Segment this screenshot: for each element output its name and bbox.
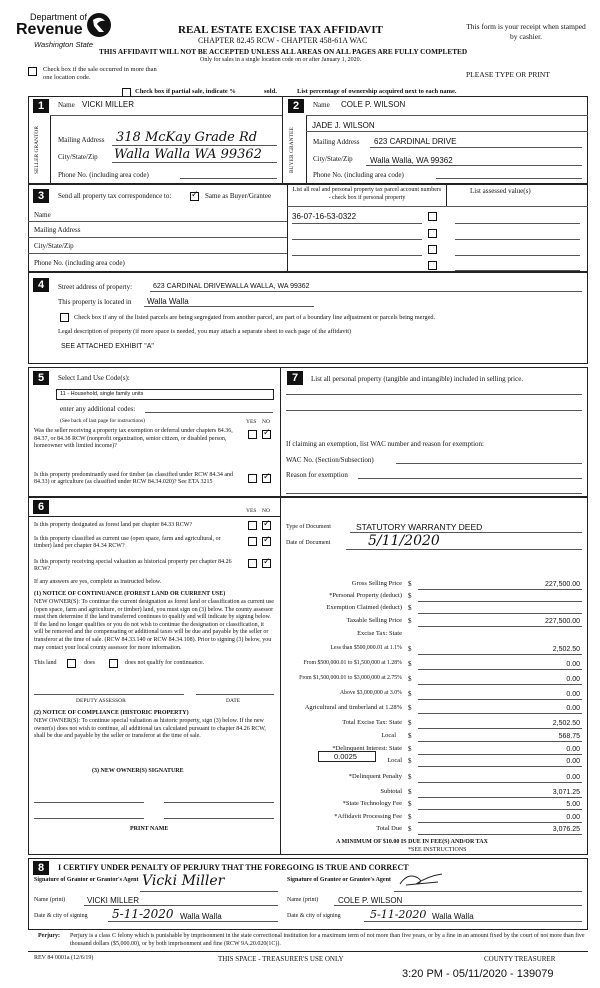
multi-location-label: Check box if the sale occurred in more than one location code. [43,66,157,81]
treasurer-use: THIS SPACE - TREASURER'S USE ONLY [218,955,344,963]
tax-row-value: 227,500.00 [544,581,580,588]
sec3-city-label: City/State/Zip [34,242,74,250]
certify-statement: I CERTIFY UNDER PENALTY OF PERJURY THAT THE FOREGOING IS TRUE AND CORRECT [58,863,409,872]
see-back-note: (See back of last page for instructions) [60,418,145,424]
tax-row-label: Exemption Claimed (deduct) [326,604,402,611]
tax-row-label: Above $3,000,000 at 3.0% [339,690,402,696]
grantee-name: COLE P. WILSON [338,896,403,905]
grantor-sig-label: Signature of Grantor or Grantor's Agent [34,877,139,883]
sec5-q2-no[interactable] [262,474,271,483]
section-3-badge: 3 [33,189,49,203]
tax-row-dollar: $ [408,732,412,740]
tax-row-label: Excise Tax: State [357,630,402,637]
grantor-name: VICKI MILLER [87,896,140,905]
doc-type-value: STATUTORY WARRANTY DEED [356,522,483,532]
tax-row-label: *Delinquent Interest: State [332,745,402,752]
seller-mail-label: Mailing Address [58,136,105,144]
deputy-assessor-label: DEPUTY ASSESSOR [76,698,126,704]
additional-codes-label: enter any additional codes: [60,405,136,413]
land-does-not-checkbox[interactable] [109,659,118,668]
tax-row-value: 568.75 [558,733,580,740]
sec6-q2: Is this property classified as current use (open space, farm and agricultural, or timber) land per chapter 84.34 RCW? [34,536,221,549]
land-use-label: Select Land Use Code(s): [58,374,130,382]
parcel-number: 36-07-16-53-0322 [292,212,357,221]
doc-date-value: 5/11/2020 [368,533,440,549]
sec6-q1: Is this property designated as forest land per chapter 84.33 RCW? [34,522,193,528]
parcel-header: List all real and personal property tax parcel account numbers - check box if personal property [292,187,442,201]
tax-row-label: Agricultural and timberland at 1.28% [304,704,402,711]
sec3-phone-label: Phone No. (including area code) [34,259,125,267]
tax-row-value: 0.00 [566,814,580,821]
buyer-mail-label: Mailing Address [313,138,360,146]
doc-type-label: Type of Document [286,524,331,530]
grantee-signature-icon [398,870,444,888]
grantee-sig-label: Signature of Grantee or Grantee's Agent [287,877,391,883]
seller-phone-label: Phone No. (including area code) [58,171,149,179]
segregated-checkbox[interactable] [60,313,69,322]
sec6-q3-no[interactable] [262,559,271,568]
tax-row-dollar: $ [408,757,412,765]
tax-row-dollar: $ [408,617,412,625]
tax-row-label: From $1,500,000.01 to $3,000,000 at 2.75% [299,675,402,681]
section-4-badge: 4 [33,278,49,292]
partial-sale-suffix: sold. [264,88,277,95]
multi-location-checkbox[interactable] [28,67,37,76]
grantee-name-label: Name (print) [287,897,319,903]
seller-side-label: SELLER GRANTOR [34,125,40,175]
same-as-buyer-label: Same as Buyer/Grantee [205,192,272,200]
exemption-label: If claiming an exemption, list WAC number and reason for exemption: [286,440,484,448]
personal-property-checkbox-2[interactable] [428,229,437,238]
sec6-q3-yes[interactable] [248,559,257,568]
local-rate: 0.0025 [334,752,357,761]
tax-row-value: 0.00 [566,691,580,698]
tax-row-label: Less than $500,000.01 at 1.1% [330,645,402,651]
tax-row-label: Total Due [376,825,402,832]
partial-sale-label: Check box if partial sale, indicate % [135,88,236,95]
notice-2-title: (2) NOTICE OF COMPLIANCE (HISTORIC PROPERTY) [34,710,189,716]
buyer-city: Walla Walla, WA 99362 [370,156,453,165]
personal-property-checkbox-1[interactable] [428,212,437,221]
tax-row-dollar: $ [408,719,412,727]
seller-name: VICKI MILLER [82,100,135,109]
sec6-no: NO [262,508,270,514]
tax-row-dollar: $ [408,660,412,668]
tax-row-label: Total Excise Tax: State [342,719,402,726]
receipt-note: This form is your receipt when stamped by cashier. [466,22,586,41]
reason-label: Reason for exemption [286,471,348,479]
tax-row-value: 0.00 [566,676,580,683]
grantor-date-label: Date & city of signing [34,913,88,919]
tax-row-value: 5.00 [566,801,580,808]
form-warning: THIS AFFIDAVIT WILL NOT BE ACCEPTED UNLESS ALL AREAS ON ALL PAGES ARE FULLY COMPLETED [99,47,468,56]
personal-property-checkbox-4[interactable] [428,261,437,270]
tax-row-dollar: $ [408,675,412,683]
tax-row-value: 0.00 [566,661,580,668]
tax-row-label: Subtotal [380,788,402,795]
tax-row-label: *Affidavit Processing Fee [334,813,402,820]
land-does-not-label: does not qualify for continuance. [125,660,205,666]
sec5-q2-yes[interactable] [248,474,257,483]
tax-row-value: 2,502.50 [552,646,580,653]
tax-row-value: 3,071.25 [552,789,580,796]
tax-row-label: *Personal Property (deduct) [329,592,402,599]
print-name-label: PRINT NAME [130,826,169,832]
located-value: Walla Walla [147,297,189,306]
tax-row-dollar: $ [408,800,412,808]
grantor-city: Walla Walla [180,912,222,921]
tax-row-value: 0.00 [566,705,580,712]
tax-row-value: 227,500.00 [544,618,580,625]
only-for-note: Only for sales in a single location code on or after January 1, 2020. [200,57,362,63]
dor-logo-icon [86,12,112,38]
grantor-date: 5-11-2020 [112,907,174,921]
grantee-city: Walla Walla [432,912,474,921]
segregated-label: Check box if any of the listed parcels are being segregated from another parcel, are part of a boundary line adjustment or parcels being merged. [74,314,436,321]
form-title: REAL ESTATE EXCISE TAX AFFIDAVIT [178,24,383,36]
sec5-q1-no[interactable] [262,430,271,439]
notice-3-title: (3) NEW OWNER(S) SIGNATURE [92,768,184,774]
cashier-stamp: 3:20 PM - 05/11/2020 - 139079 [402,968,554,980]
tax-row-label: Taxable Selling Price [346,617,402,624]
tax-row-value: 0.00 [566,774,580,781]
personal-property-label: List all personal property (tangible and intangible) included in selling price. [311,375,524,383]
dept-name: Revenue [16,21,83,38]
tax-row-dollar: $ [408,645,412,653]
exhibit-note: SEE ATTACHED EXHIBIT "A" [61,343,154,350]
see-instructions: *SEE INSTRUCTIONS [408,847,467,853]
buyer-phone-label: Phone No. (including area code) [313,171,404,179]
tax-row-label: Local [381,732,396,739]
sec3-mail-label: Mailing Address [34,226,81,234]
notice-2-body: NEW OWNER(S): To continue special valuation as historic property, sign (3) below. If the new owner(s) does not wish to continue, all additional tax calculated pursuant to chapter 84.26 RCW, shall be due and payable by the seller or transferor at the time of sale. [34,718,266,740]
tax-row-dollar: $ [408,825,412,833]
buyer-name-1: COLE P. WILSON [341,100,406,109]
sec5-no: NO [262,419,270,425]
tax-row-dollar: $ [408,690,412,698]
this-land-label: This land [34,660,57,666]
notice-1-title: (1) NOTICE OF CONTINUANCE (FOREST LAND OR CURRENT USE) [34,591,226,597]
tax-row-value: 0.00 [566,758,580,765]
send-correspondence-label: Send all property tax correspondence to: [58,192,172,200]
perjury-text: Perjury is a class C felony which is punishable by imprisonment in the state correctional institution for a maximum term of not more than five years, or by a fine in an amount fixed by the court of not more than five thousand dollars ($5,000.00), or by both imprisonment and fine (RCW 9A.20.020(1C)). [70,933,585,947]
sec6-q3: Is this property receiving special valuation as historical property per chapter 84.26 RCW? [34,559,232,572]
doc-date-label: Date of Document [286,540,331,546]
grantor-signature: Vicki Miller [142,873,225,889]
tax-row-value: 2,502.50 [552,720,580,727]
personal-property-checkbox-3[interactable] [428,245,437,254]
sec6-yes: YES [246,508,257,514]
tax-row-value: 3,076.25 [552,826,580,833]
print-note: PLEASE TYPE OR PRINT [466,70,550,79]
buyer-mail: 623 CARDINAL DRIVE [374,137,457,146]
form-chapter: CHAPTER 82.45 RCW - CHAPTER 458-61A WAC [198,36,368,45]
buyer-side-label: BUYER GRANTEE [289,127,295,173]
tax-row-dollar: $ [408,813,412,821]
tax-row-dollar: $ [408,745,412,753]
sec6-q2-no[interactable] [262,537,271,546]
tax-row-label: Gross Selling Price [351,580,402,587]
sec5-yes: YES [246,419,257,425]
sec3-name-label: Name [34,211,51,219]
assessed-header: List assessed value(s) [470,187,531,195]
grantee-date: 5-11-2020 [370,908,427,921]
same-as-buyer-checkbox[interactable] [190,192,199,201]
sec5-q1: Was the seller receiving a property tax exemption or deferral under chapters 84.36, 84.37, or 84.38 RCW (nonprofit organization, senior citizen, or disabled person, homeowner with limited income)? [34,428,233,449]
section-1-badge: 1 [33,99,49,113]
legal-label: Legal description of property (if more space is needed, you may attach a separate sheet to each page of the affidavit) [58,328,352,335]
tax-row-label: From $500,000.01 to $1,500,000 at 1.28% [303,660,402,666]
revision-code: REV 84 0001a (12/6/19) [34,955,94,961]
perjury-label: Perjury: [38,933,60,939]
sec5-q1-yes[interactable] [248,430,257,439]
located-label: This property is located in [58,298,132,306]
land-use-value: 11 - Household, single family units [60,391,144,397]
street-label: Street address of property: [58,283,133,291]
sec6-q2-yes[interactable] [248,537,257,546]
section-5-badge: 5 [33,371,49,385]
wac-label: WAC No. (Section/Subsection) [286,456,374,464]
buyer-name-2: JADE J. WILSON [312,121,375,130]
tax-row-dollar: $ [408,788,412,796]
notice-1-body: NEW OWNER(S): To continue the current designation as forest land or classification as current use (open space, farm and agriculture, or timber) land, you must sign on (3) below. The county assessor must then determine if the land transferred continues to qualify and will indicate by signing below. If the land no longer qualifies or you do not wish to continue the designation or classification, it will be removed and the compensating or additional taxes will be due and payable by the seller or transferor at the time of sale. (RCW 84.33.140 or RCW 84.34.108). Prior to signing (3) below, you may contact your local county assessor for more information. [34,599,274,651]
dept-line: Department of [30,12,88,22]
tax-row-dollar: $ [408,604,412,612]
section-8-badge: 8 [33,861,49,875]
section-2-badge: 2 [288,99,304,113]
buyer-city-label: City/State/Zip [313,155,353,163]
land-does-checkbox[interactable] [67,659,76,668]
street-address: 623 CARDINAL DRIVEWALLA WALLA, WA 99362 [153,283,310,290]
grantee-date-label: Date & city of signing [287,913,341,919]
county-treasurer: COUNTY TREASURER [484,955,556,963]
tax-row-label: Local [387,757,402,764]
tax-row-dollar: $ [408,773,412,781]
land-does-label: does [84,660,95,666]
if-yes-note: If any answers are yes, complete as instructed below. [34,579,162,585]
tax-row-dollar: $ [408,580,412,588]
tax-row-dollar: $ [408,592,412,600]
grantor-name-label: Name (print) [34,897,66,903]
minimum-note: A MINIMUM OF $10.00 IS DUE IN FEE(S) AND/OR TAX [336,839,488,845]
tax-row-value: 0.00 [566,746,580,753]
sec6-q1-no[interactable] [262,521,271,530]
tax-row-dollar: $ [408,704,412,712]
tax-row-label: *Delinquent Penalty [348,773,402,780]
assessor-date-label: DATE [226,698,241,704]
tax-row-label: *State Technology Fee [342,800,402,807]
ownership-note: List percentage of ownership acquired next to each name. [297,88,457,95]
seller-city-label: City/State/Zip [58,153,98,161]
section-6-badge: 6 [33,500,49,514]
seller-name-label: Name [58,101,75,109]
buyer-name-label: Name [313,101,330,109]
dept-state: Washington State [34,40,94,49]
seller-city: Walla Walla WA 99362 [114,147,262,162]
section-7-badge: 7 [287,371,303,385]
seller-mail: 318 McKay Grade Rd [116,130,258,145]
sec5-q2: Is this property predominantly used for timber (as classified under RCW 84.34 and 84.33) or agriculture (as classified under RCW 84.34.020)? See ETA 3215 [34,472,234,485]
sec6-q1-yes[interactable] [248,521,257,530]
